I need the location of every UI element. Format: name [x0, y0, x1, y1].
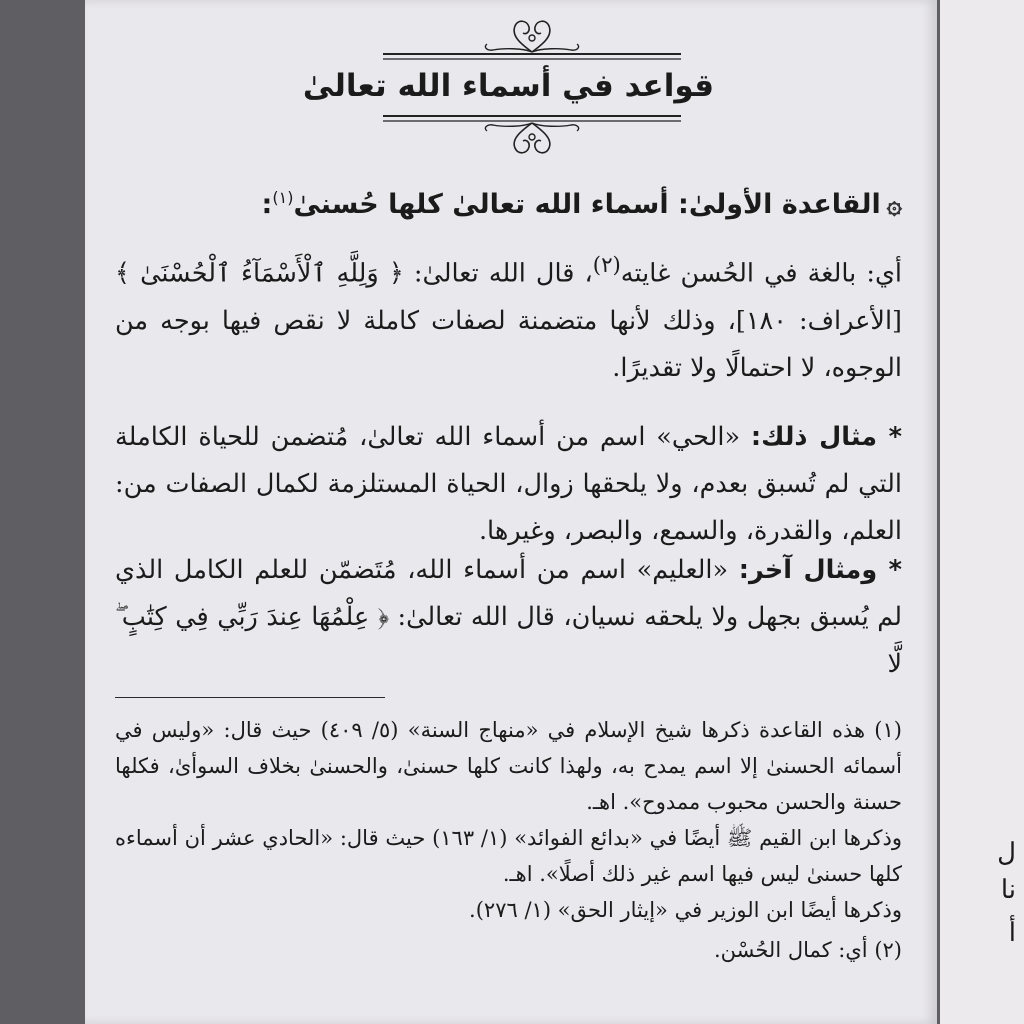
ornament-top-divider-icon — [383, 14, 681, 64]
rule-heading-trail: : — [261, 189, 273, 220]
definition-text-2: ، قال الله تعالىٰ: — [403, 258, 593, 289]
footnote-divider — [115, 697, 385, 698]
definition-text: أي: بالغة في الحُسن غايته — [620, 258, 903, 289]
paragraph-definition — [115, 242, 902, 392]
definition-text-3: [الأعراف: ١٨٠]، وذلك لأنها متضمنة لصفات كاملة لا نقص فيها بوجه من الوجوه، لا احتمالًا ولا تقديرًا. — [115, 305, 903, 383]
example-1-text: «الحي» اسم من أسماء الله تعالىٰ، مُتضمن للحياة الكاملة التي لم تُسبق بعدم، ولا يلحقها زوال، الحياة المستلزمة لكمال الصفات من: العلم، والقدرة، والسمع، والبصر، وغيرها. — [115, 422, 902, 546]
footnote-ref-1: (١) — [272, 188, 294, 207]
footnote-2: (٢) أي: كمال الحُسْن. — [713, 938, 902, 962]
quran-verse-2: ﴿ عِلْمُهَا عِندَ رَبِّي فِي كِتَٰبٍ ۖ لَّا — [115, 602, 902, 679]
book-page — [85, 0, 937, 1024]
footnote-ref-2: (٢) — [592, 253, 621, 278]
paragraph-example-2 — [115, 547, 902, 688]
rule-heading-text: القاعدة الأولىٰ: أسماء الله تعالىٰ كلها حُسنىٰ — [293, 189, 881, 220]
example-2-lead: * ومثال آخر: — [738, 555, 902, 585]
ornament-bottom-divider-icon — [383, 108, 681, 158]
adjacent-page-fragment: ل — [997, 838, 1016, 868]
chapter-title: قواعد في أسماء الله تعالىٰ — [302, 68, 715, 104]
adjacent-page-fragment: أ — [1008, 918, 1016, 948]
rule-heading — [115, 176, 902, 227]
footnote-1: (١) هذه القاعدة ذكرها شيخ الإسلام في «منهاج السنة» (٥/ ٤٠٩) حيث قال: «وليس في أسمائه الحسنىٰ إلا اسم يمدح به، ولهذا كانت كلها حسنىٰ، والحسنىٰ بخلاف السوأىٰ، فكلها حسنة والحسن محبوب ممدوح». اهـ. — [115, 718, 902, 814]
quran-verse-1: ﴿ وَلِلَّهِ ٱلْأَسْمَآءُ ٱلْحُسْنَىٰ ﴾ — [115, 258, 404, 289]
flower-star-icon: ۞ — [886, 190, 902, 220]
footnote-1-final: وذكرها أيضًا ابن الوزير في «إيثار الحق» (١/ ٢٧٦). — [469, 898, 902, 922]
example-2-text: «العليم» اسم من أسماء الله، مُتَضمّن للعلم الكامل الذي لم يُسبق بجهل ولا يلحقه نسيان، قال الله تعالىٰ: — [115, 555, 902, 632]
footnote-1-continued: وذكرها ابن القيم ﷺ أيضًا في «بدائع الفوائد» (١/ ١٦٣) حيث قال: «الحادي عشر أن أسماءه كلها حسنىٰ ليس فيها اسم غير ذلك أصلًا». اهـ. — [115, 826, 902, 886]
adjacent-page-fragment: نا — [1000, 875, 1016, 905]
example-1-lead: * مثال ذلك: — [750, 422, 902, 452]
paragraph-example-1 — [115, 414, 902, 555]
adjacent-page-edge — [940, 0, 1024, 1024]
